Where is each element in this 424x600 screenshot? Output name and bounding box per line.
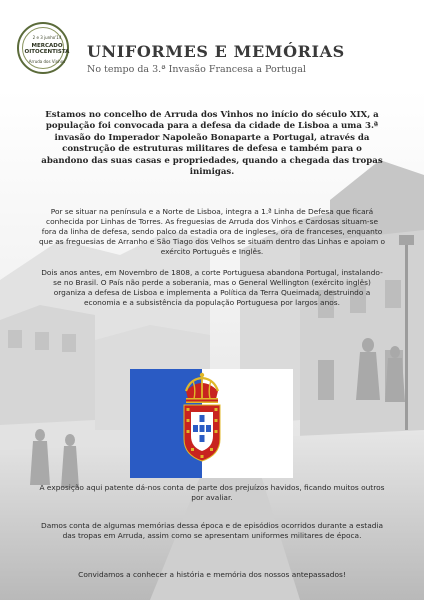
flag-image [130,369,293,478]
portuguese-royal-flag [130,369,293,478]
page-subtitle: No tempo da 3.ª Invasão Francesa a Portugal [87,64,306,75]
paragraph-exhibition: A exposição aqui patente dá-nos conta de parte dos prejuízos havidos, ficando muitos outros por avaliar. [39,483,385,503]
event-seal-logo [17,22,69,74]
intro-paragraph: Estamos no concelho de Arruda dos Vinhos no início do século XIX, a população foi convocada para a defesa da cidade de Lisboa a uma 3.ª invasão do Imperador Napoleão Bonaparte a Portugal, através da construção de estruturas militares de defesa e também para o abandono das suas casas e propriedades, quando a chegada das tropas inimigas. [41,110,383,178]
seal-date: 2 e 3 junho'14 [32,35,62,40]
paragraph-memories: Damos conta de algumas memórias dessa época e de episódios ocorridos durante a estadia das tropas em Arruda, assim como se apresentam uniformes militares de época. [41,521,383,541]
seal-title-line1: MERCADO [31,43,63,49]
shield-icon [184,405,220,461]
paragraph-invitation: Convidamos a conhecer a história e memória dos nossos antepassados! [78,570,346,579]
paragraph-lines-of-torres: Por se situar na península e a Norte de Lisboa, integra a 1.ª Linha de Defesa que ficará conhecida por Linhas de Torres. As freguesias de Arruda dos Vinhos e Cardosas situam-se fora da linha de defesa, sendo palco da estadia ora de ingleses, ora de franceses, enquanto que as freguesias de Arranho e São Tiago dos Velhos se situam dentro das Linhas e apoiam o exército Português e Inglês. [38,207,386,257]
seal-title [23,43,71,55]
seal-inner-ring [22,27,70,69]
header [0,0,424,90]
page-title: UNIFORMES E MEMÓRIAS [87,42,345,61]
seal-subtitle: Arruda dos Vinhos [28,59,66,64]
paragraph-court-departure: Dois anos antes, em Novembro de 1808, a corte Portuguesa abandona Portugal, instalando-se no Brasil. O País não perde a soberania, mas o General Wellington (exército inglês) organiza a defesa de Lisboa e implementa a Política da Terra Queimada, destruindo a economia e a subsistência da população Portuguesa por largos anos. [41,268,383,308]
seal-title-line2: OITOCENTISTA [24,49,70,55]
